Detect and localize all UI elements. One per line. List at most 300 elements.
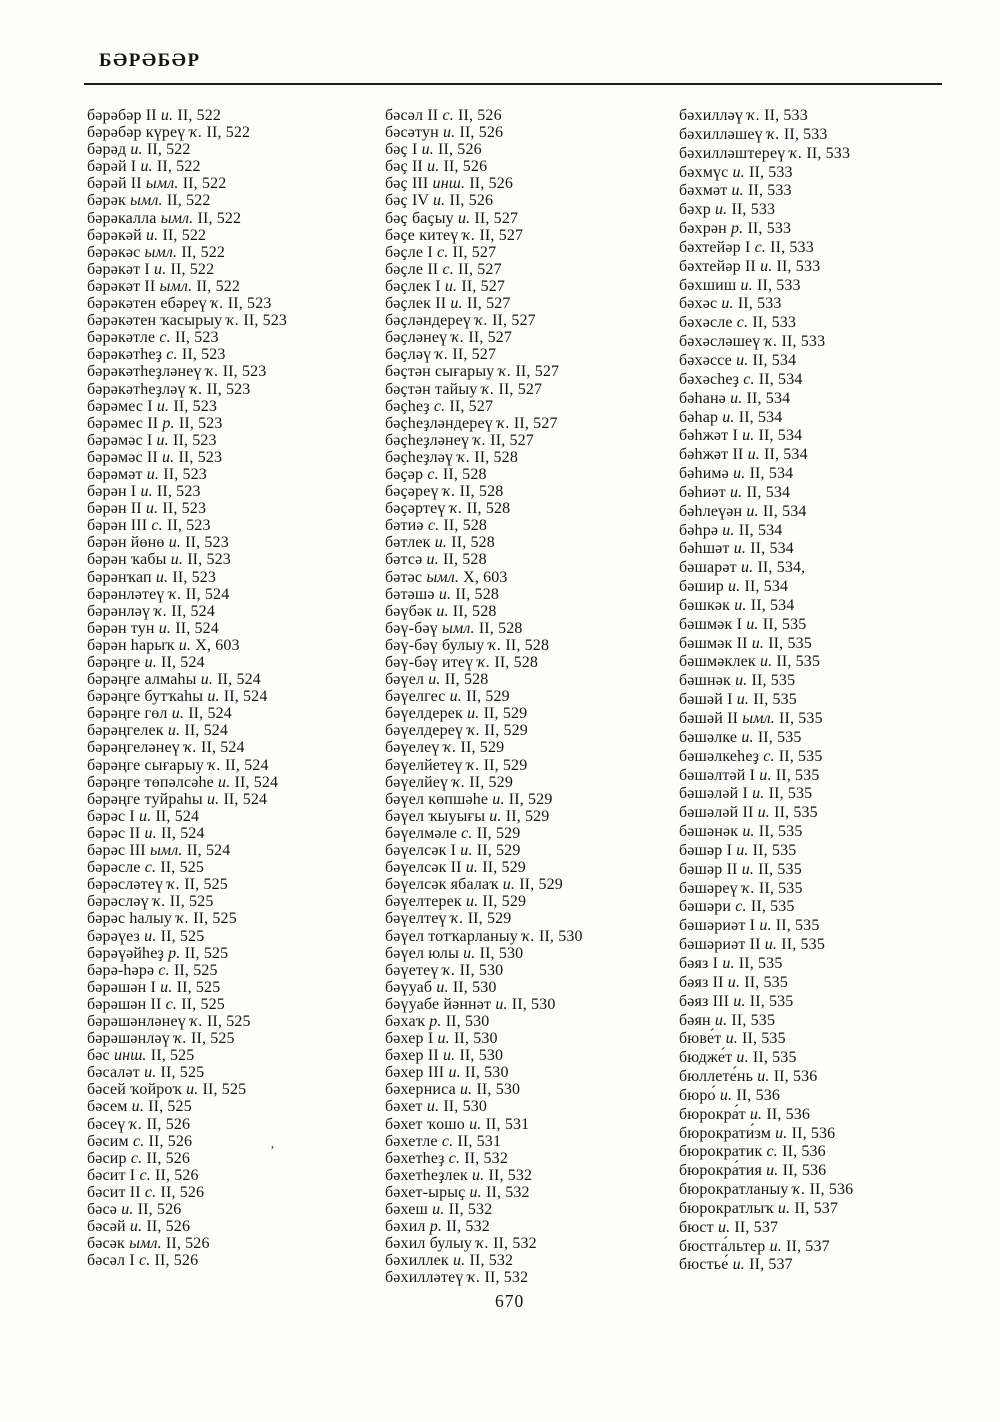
entry-reference: II, 527 [466, 295, 511, 313]
index-entry [385, 346, 583, 363]
entry-reference: II, 529 [466, 688, 510, 706]
index-entry [385, 329, 583, 346]
entry-headword: бәҫ III [385, 175, 429, 193]
entry-pos-label: и. [437, 1030, 450, 1048]
entry-reference: II, 536 [791, 1124, 836, 1142]
entry-headword: бәрәңге бутҡаһы [87, 688, 204, 706]
entry-headword: бәхаҡ [385, 1012, 426, 1030]
entry-pos-label: и. [436, 602, 449, 620]
entry-pos-label: ҡ. [190, 1012, 203, 1030]
entry-reference: II, 526 [449, 192, 494, 210]
entry-pos-label: и. [156, 397, 170, 415]
index-entry [385, 107, 583, 124]
entry-headword: бәрәй I [87, 158, 137, 176]
entry-pos-label: и. [131, 1098, 144, 1116]
index-entry [385, 1218, 583, 1235]
entry-headword: бәсит II [87, 1183, 141, 1201]
entry-reference: II, 522 [166, 192, 211, 210]
entry-pos-label: с. [427, 465, 439, 483]
entry-pos-label: ҡ. [176, 910, 189, 928]
entry-pos-label: и. [459, 1081, 473, 1099]
entry-pos-label: и. [732, 163, 745, 181]
entry-headword: бәһанә [679, 389, 726, 407]
entry-reference: II, 528 [494, 654, 539, 671]
index-entry [87, 158, 287, 175]
entry-reference: II, 535 [753, 691, 797, 709]
entry-headword: бәрәнләтеү [87, 585, 165, 603]
index-entry [385, 312, 583, 329]
index-entry [87, 398, 287, 415]
entry-headword: бәхет-ырыҫ [385, 1183, 466, 1201]
index-entry [679, 1200, 853, 1219]
entry-pos-label: и. [759, 766, 772, 784]
entry-pos-label: с. [735, 898, 747, 916]
entry-pos-label: р. [429, 1218, 443, 1236]
entry-headword: бәшәләй II [679, 804, 754, 822]
index-entry [385, 928, 583, 945]
entry-pos-label: и. [735, 672, 748, 690]
entry-pos-label: и. [731, 182, 744, 200]
index-entry [87, 381, 287, 398]
entry-reference: II, 525 [202, 1081, 247, 1099]
entry-reference: II, 530 [476, 1081, 521, 1099]
entry-reference: II, 522 [206, 124, 251, 142]
entry-reference: II, 523 [243, 312, 288, 330]
entry-headword: бәрәк [87, 192, 126, 210]
entry-reference: II, 526 [160, 1183, 205, 1201]
entry-headword: бәхетһеҙлек [385, 1166, 468, 1184]
index-entry [87, 483, 287, 500]
entry-headword: бәрәбәр II [87, 107, 157, 124]
entry-reference: II, 534 [750, 596, 795, 614]
entry-pos-label: и. [463, 944, 476, 962]
entry-reference: II, 527 [449, 397, 494, 415]
entry-reference: II, 527 [498, 380, 543, 398]
entry-reference: II, 527 [452, 243, 497, 261]
index-entry [87, 654, 287, 671]
entry-headword: бәшәлтәй I [679, 766, 756, 784]
entry-reference: II, 522 [181, 243, 226, 261]
index-entry [87, 1201, 287, 1218]
index-entry [385, 363, 583, 380]
entry-pos-label: ҡ. [466, 756, 480, 774]
entry-pos-label: ҡ. [488, 636, 502, 654]
entry-reference: II, 522 [156, 158, 201, 176]
entry-reference: II, 534 [752, 351, 797, 369]
index-entry [385, 637, 583, 654]
index-entry [87, 791, 287, 808]
index-entry [385, 1064, 583, 1081]
index-entry [87, 346, 287, 363]
entry-headword: бәтлек [385, 534, 431, 552]
entry-pos-label: и. [186, 1081, 199, 1099]
entry-pos-label: с. [448, 1149, 461, 1167]
entry-reference: II, 525 [160, 1064, 205, 1082]
entry-reference: II, 535 [752, 1049, 797, 1067]
entry-reference: II, 522 [177, 107, 222, 124]
index-entry [385, 398, 583, 415]
index-entry [385, 774, 583, 791]
index-entry [385, 415, 583, 432]
index-entry [385, 979, 583, 996]
entry-reference: II, 526 [469, 175, 514, 193]
entry-pos-label: и. [438, 585, 452, 603]
entry-reference: II, 530 [443, 1098, 488, 1116]
entry-pos-label: и. [138, 807, 152, 825]
entry-pos-label: ымл. [442, 619, 475, 637]
entry-headword: бәсәк [87, 1235, 125, 1253]
entry-reference: II, 532 [488, 1166, 533, 1184]
entry-reference: II, 525 [206, 1012, 251, 1030]
entry-headword: бәрән ҡабы [87, 551, 167, 569]
index-entry [87, 893, 287, 910]
entry-reference: II, 527 [513, 414, 558, 432]
index-entry [679, 371, 853, 390]
entry-headword: бәрәңге гөл [87, 705, 168, 723]
entry-pos-label: с. [763, 747, 775, 765]
entry-headword: бәрәнләү [87, 602, 151, 620]
index-entry [87, 517, 287, 534]
entry-headword: бәрәмес II [87, 414, 159, 432]
entry-pos-label: и. [733, 465, 746, 483]
entry-headword: бәҫлек I [385, 277, 441, 295]
entry-pos-label: и. [140, 483, 153, 501]
entry-reference: II, 528 [443, 517, 488, 535]
entry-pos-label: с. [151, 517, 163, 535]
entry-headword: бәхилләштереү [679, 144, 786, 162]
index-entry [385, 842, 583, 859]
entry-reference: II, 526 [137, 1201, 182, 1218]
entry-reference: II, 525 [181, 995, 225, 1013]
index-entry [385, 586, 583, 603]
entry-headword: бәтиә [385, 517, 424, 535]
entry-pos-label: и. [146, 465, 160, 483]
entry-pos-label: и. [729, 483, 743, 501]
entry-headword: бәрәс III [87, 842, 146, 860]
entry-headword: бәяз I [679, 954, 719, 972]
entry-headword: бәҫтән сығарыу [385, 363, 495, 381]
entry-pos-label: ҡ. [210, 295, 224, 313]
entry-headword: бәшарәт [679, 559, 737, 577]
entry-reference: II, 524 [184, 722, 229, 740]
entry-headword: бәрәңге туйраһы [87, 790, 203, 808]
entry-pos-label: и. [721, 295, 734, 313]
index-entry [87, 859, 287, 876]
entry-headword: бәшәлкеһеҙ [679, 747, 760, 765]
entry-headword: бәшәриәт II [679, 936, 761, 954]
entry-pos-label: с. [139, 1166, 151, 1184]
entry-pos-label: ҡ. [451, 329, 465, 347]
entry-pos-label: и. [502, 876, 516, 894]
entry-pos-label: и. [161, 448, 175, 466]
index-entry [385, 192, 583, 209]
entry-reference: II, 525 [150, 1047, 195, 1065]
entry-reference: II, 535 [768, 634, 812, 652]
entry-headword: бәрәңге сығарыу [87, 756, 204, 774]
entry-reference: II, 523 [185, 534, 229, 552]
entry-headword: бәүуаб [385, 978, 433, 996]
entry-pos-label: с. [441, 1132, 454, 1150]
entry-headword: бәҫһеҙләү [385, 448, 454, 466]
entry-reference: II, 536 [782, 1162, 827, 1180]
entry-reference: II, 529 [508, 790, 553, 808]
entry-pos-label: ҡ. [435, 346, 449, 364]
entry-reference: II, 524 [160, 824, 205, 842]
entry-pos-label: и. [766, 1162, 779, 1180]
entry-reference: II, 533 [806, 144, 851, 162]
index-entry [679, 672, 853, 691]
entry-headword: бәҫләү [385, 346, 432, 364]
entry-reference: II, 534 [744, 578, 789, 596]
entry-pos-label: ҡ. [226, 312, 240, 330]
entry-reference: II, 530 [445, 1012, 490, 1030]
index-entry [87, 551, 287, 568]
entry-headword: бәхил булыу [385, 1235, 473, 1253]
entry-headword: бәхр [679, 201, 711, 219]
entry-reference: II, 533 [776, 257, 821, 275]
index-entry [385, 1013, 583, 1030]
entry-headword: бәүелтерек [385, 893, 462, 911]
index-entry [385, 1235, 583, 1252]
entry-pos-label: ҡ. [442, 483, 456, 501]
index-entry [87, 569, 287, 586]
entry-reference: II, 523 [172, 431, 217, 449]
entry-pos-label: ҡ. [189, 124, 203, 142]
index-entry [385, 722, 583, 739]
entry-pos-label: р. [730, 220, 744, 238]
index-entry [679, 201, 853, 220]
entry-reference: II, 525 [193, 910, 237, 928]
index-entry [385, 603, 583, 620]
entry-reference: II, 536 [809, 1181, 854, 1199]
index-entry [87, 141, 287, 158]
entry-headword: бәһшәт [679, 540, 730, 558]
entry-pos-label: ымл. [742, 710, 775, 727]
entry-headword: бәян [679, 1011, 711, 1029]
entry-reference: II, 526 [165, 1235, 210, 1253]
entry-reference: II, 522 [170, 260, 215, 278]
entry-headword: бәҫһеҙ [385, 397, 430, 415]
index-entry [679, 164, 853, 183]
entry-reference: II, 530 [511, 995, 556, 1013]
entry-headword: бәрәкалла [87, 209, 157, 227]
entry-headword: бәсей ҡойроҡ [87, 1081, 182, 1099]
entry-headword: бәүел тотҡарланыу [385, 927, 518, 945]
entry-pos-label: и. [472, 1166, 485, 1184]
entry-headword: бәс [87, 1047, 110, 1065]
entry-reference: II, 529 [505, 807, 550, 825]
entry-reference: II, 535 [742, 1030, 786, 1048]
entry-reference: II, 528 [444, 671, 489, 689]
index-entry [87, 210, 287, 227]
entry-reference: II, 524 [223, 790, 268, 808]
header-rule [84, 83, 942, 85]
index-entry [385, 1184, 583, 1201]
entry-reference: II, 535 [776, 653, 821, 671]
entry-reference: II, 535 [750, 898, 795, 916]
entry-headword: бәүел юлы [385, 944, 459, 962]
entry-headword: бәшәреү [679, 879, 738, 897]
index-entry [679, 710, 853, 729]
index-entry [385, 1167, 583, 1184]
index-entry [385, 705, 583, 722]
entry-reference: II, 534 [746, 389, 791, 407]
entry-pos-label: и. [206, 790, 220, 808]
index-entry [385, 141, 583, 158]
entry-pos-label: ҡ. [184, 739, 197, 757]
entry-pos-label: и. [736, 841, 749, 859]
entry-reference: II, 528 [505, 636, 550, 654]
entry-pos-label: р. [429, 1012, 442, 1030]
index-entry [385, 517, 583, 534]
entry-pos-label: ҡ. [167, 876, 181, 894]
entry-headword: бәү-бәү булыу [385, 636, 485, 654]
index-entry [679, 691, 853, 710]
entry-headword: бәүбәк [385, 602, 433, 620]
entry-pos-label: и. [495, 995, 508, 1013]
entry-headword: бәхерниса [385, 1081, 456, 1099]
entry-pos-label: ҡ. [741, 879, 755, 897]
entry-reference: II, 523 [206, 380, 251, 398]
entry-headword: бәрәбәр күреү [87, 124, 186, 142]
entry-reference: II, 533 [737, 295, 782, 313]
entry-headword: бәрән II [87, 500, 142, 518]
index-entry [679, 880, 853, 899]
entry-reference: II, 534 [758, 427, 803, 445]
index-entry [679, 1012, 853, 1031]
entry-headword: бюрократик [679, 1143, 763, 1161]
entry-headword: бәҫәр [385, 465, 424, 483]
index-entry [679, 145, 853, 164]
index-entry [87, 910, 287, 927]
entry-headword: бәсәл I [87, 1252, 135, 1270]
index-entry [87, 329, 287, 346]
entry-reference: II, 527 [490, 431, 534, 449]
entry-pos-label: и. [158, 619, 172, 637]
entry-reference: II, 530 [479, 944, 524, 962]
entry-pos-label: и. [130, 141, 143, 159]
entry-headword: бәяз II [679, 973, 724, 991]
entry-pos-label: и. [734, 596, 747, 614]
entry-headword: бәһжәт I [679, 427, 738, 445]
entry-pos-label: и. [760, 257, 773, 275]
entry-pos-label: с. [442, 107, 454, 124]
entry-headword: бәҫлек II [385, 295, 447, 313]
entry-pos-label: ҡ. [467, 1269, 481, 1287]
entry-pos-label: и. [719, 1086, 733, 1104]
entry-headword: бәшәй II [679, 710, 739, 727]
entry-headword: бәһиәт [679, 483, 726, 501]
index-entry [385, 757, 583, 774]
entry-headword: бәхтейәр I [679, 238, 751, 256]
index-entry [385, 1098, 583, 1115]
entry-headword: бәрәс I [87, 807, 135, 825]
entry-headword: бәүел ҡыуығы [385, 807, 486, 825]
entry-reference: II, 525 [148, 1098, 192, 1116]
entry-headword: бәхеш [385, 1201, 429, 1218]
entry-reference: II, 534 [758, 370, 803, 388]
index-entry [87, 1098, 287, 1115]
entry-reference: II, 527 [492, 312, 536, 330]
index-entry [87, 1013, 287, 1030]
index-entry [385, 295, 583, 312]
entry-headword: бәүетеү [385, 961, 439, 979]
entry-headword: бәхрән [679, 220, 727, 238]
index-entry [679, 597, 853, 616]
entry-headword: бәхил [385, 1218, 426, 1236]
entry-reference: II, 533 [756, 276, 801, 294]
entry-pos-label: и. [167, 722, 181, 740]
entry-pos-label: с. [754, 238, 766, 256]
entry-pos-label: ҡ. [168, 585, 182, 603]
index-entry [87, 739, 287, 756]
entry-pos-label: и. [160, 978, 173, 996]
entry-reference: II, 530 [538, 927, 583, 945]
entry-pos-label: ҡ. [449, 500, 463, 518]
entry-headword: бәрәүәйһеҙ [87, 944, 164, 962]
index-entry [385, 1150, 583, 1167]
index-entry [385, 910, 583, 927]
index-entry [679, 785, 853, 804]
entry-pos-label: ымл. [159, 277, 193, 295]
index-entry [679, 1087, 853, 1106]
entry-reference: II, 528 [478, 619, 523, 637]
entry-reference: II, 529 [476, 824, 521, 842]
index-entry [385, 1047, 583, 1064]
entry-pos-label: ҡ. [462, 226, 476, 244]
index-entry [679, 465, 853, 484]
entry-reference: II, 531 [485, 1115, 530, 1133]
index-entry [87, 945, 287, 962]
entry-headword: бюрократи́зм [679, 1124, 771, 1142]
entry-pos-label: ҡ. [481, 380, 495, 398]
index-entry [87, 534, 287, 551]
index-entry [87, 192, 287, 209]
entry-pos-label: и. [140, 158, 153, 176]
entry-headword: бәсир [87, 1149, 127, 1167]
entry-pos-label: р. [162, 414, 175, 432]
entry-pos-label: и. [171, 705, 185, 723]
entry-headword: бәшмәк II [679, 634, 748, 652]
index-entry [385, 1116, 583, 1133]
index-entry [679, 522, 853, 541]
entry-headword: бәрәкәт I [87, 260, 150, 278]
entry-headword: бәҫләндереү [385, 312, 471, 330]
index-entry [87, 1150, 287, 1167]
index-entry [385, 210, 583, 227]
index-entry [385, 381, 583, 398]
index-entry [679, 258, 853, 277]
entry-pos-label: ҡ. [457, 448, 471, 466]
index-entry [87, 500, 287, 517]
entry-headword: бәсәй [87, 1218, 126, 1236]
entry-pos-label: и. [433, 192, 446, 210]
entry-pos-label: и. [144, 1064, 157, 1082]
index-entry [87, 107, 287, 124]
entry-reference: II, 533 [764, 107, 808, 124]
entry-headword: бәрәмес I [87, 397, 153, 415]
entry-pos-label: ҡ. [442, 961, 456, 979]
entry-headword: бәүел көпшәһе [385, 790, 489, 808]
entry-reference: II, 535 [758, 860, 802, 878]
entry-reference: II, 534 [746, 483, 791, 501]
index-entry [679, 1049, 853, 1068]
entry-headword: бюрократланыу [679, 1181, 789, 1199]
entry-pos-label: ҡ. [792, 1181, 806, 1199]
entry-reference: II, 534 [762, 502, 807, 520]
entry-headword: бәсим [87, 1132, 129, 1150]
entry-reference: II, 529 [483, 705, 528, 723]
